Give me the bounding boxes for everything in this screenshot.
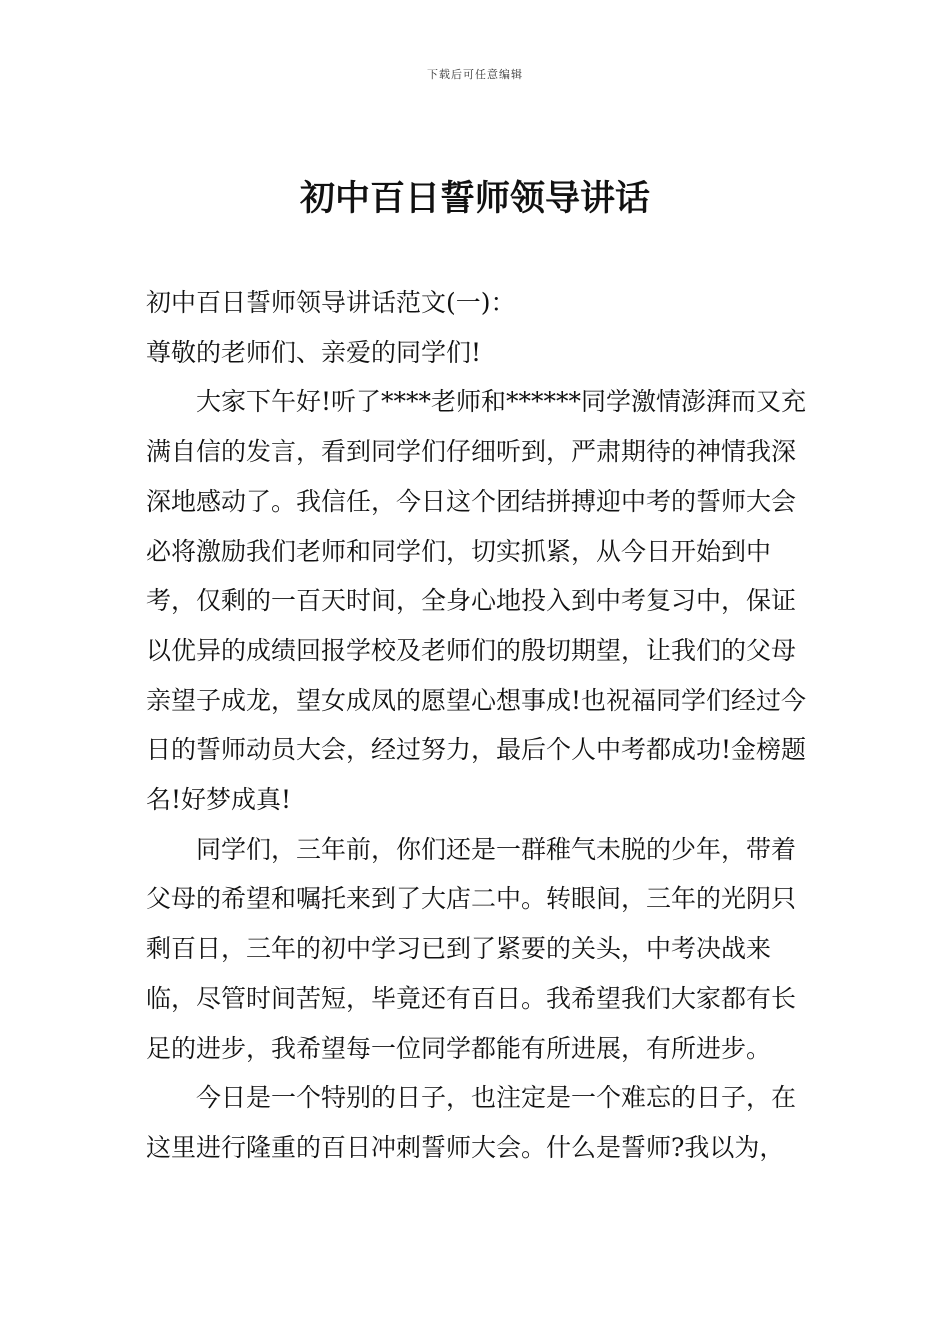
paragraph-3: 今日是一个特别的日子，也注定是一个难忘的日子，在这里进行隆重的百日冲刺誓师大会。什么是誓师?我以为， (146, 1083, 797, 1162)
section-subtitle: 初中百日誓师领导讲话范文(一)： (146, 288, 516, 317)
paragraph-1: 大家下午好!听了****老师和******同学激情澎湃而又充满自信的发言，看到同学们仔细听到，严肃期待的神情我深深地感动了。我信任，今日这个团结拼搏迎中考的誓师大会必将激励我们老师和同学们，切实抓紧，从今日开始到中考，仅剩的一百天时间，全身心地投入到中考复习中，保证以优异的成绩回报学校及老师们的殷切期望，让我们的父母亲望子成龙，望女成凤的愿望心想事成!也祝福同学们经过今日的誓师动员大会，经过努力，最后个人中考都成功!金榜题名!好梦成真! (146, 387, 807, 815)
page-header-note: 下载后可任意编辑 (427, 68, 523, 81)
salutation: 尊敬的老师们、亲爱的同学们! (146, 337, 482, 367)
document-body (146, 278, 814, 1173)
document-title: 初中百日誓师领导讲话 (299, 179, 650, 219)
paragraph-2: 同学们，三年前，你们还是一群稚气未脱的少年，带着父母的希望和嘱托来到了大店二中。转眼间，三年的光阴只剩百日，三年的初中学习已到了紧要的关头，中考决战来临，尽管时间苦短，毕竟还有百日。我希望我们大家都有长足的进步，我希望每一位同学都能有所进展，有所进步。 (146, 834, 797, 1063)
